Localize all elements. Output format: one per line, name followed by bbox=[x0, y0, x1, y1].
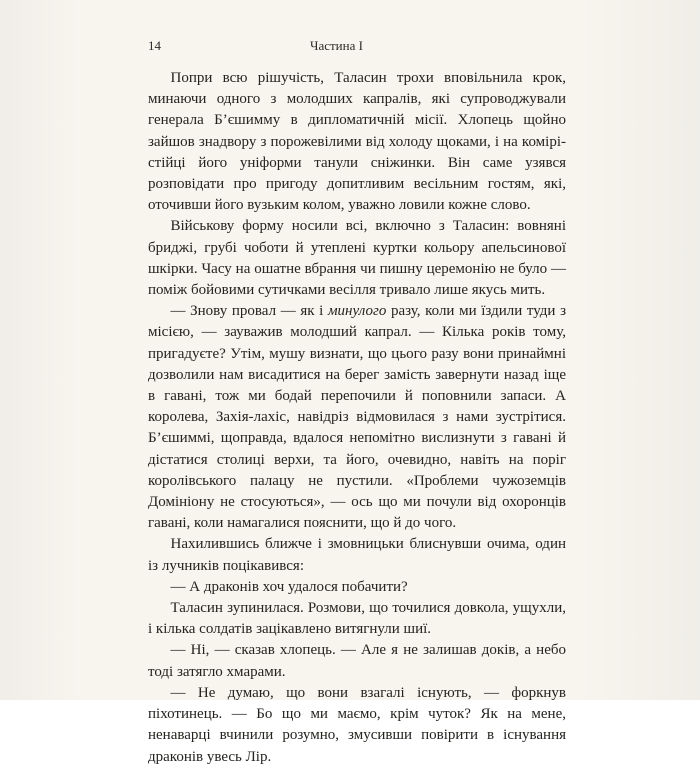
paragraph-text: — Знову провал — як і bbox=[170, 303, 328, 320]
paragraph bbox=[148, 534, 566, 576]
page-edge-shadow bbox=[580, 0, 700, 700]
dialogue-line bbox=[148, 683, 566, 768]
page-header bbox=[148, 38, 568, 58]
page-number: 14 bbox=[148, 38, 161, 53]
body-text bbox=[148, 68, 566, 768]
running-head: Частина І bbox=[310, 38, 363, 53]
paragraph-text: Нахилившись ближче і змовницьки блиснувши очима, один із лучників поцікавився: bbox=[148, 536, 566, 574]
paragraph-text: — Не думаю, що вони взагалі існують, — форкнув піхотинець. — Бо що ми маємо, крім чуток? Як на мене, ненаварці вчинили розумно, змусивши повірити в існування драконів увесь Лір. bbox=[148, 684, 566, 765]
paragraph bbox=[148, 216, 566, 301]
dialogue-line bbox=[148, 640, 566, 682]
paragraph-text: разу, коли ми їздили туди з місією, — зауважив молодший капрал. — Кілька років тому, пригадуєте? Утім, мушу визнати, що цього разу вони принаймні дозволили нам висадитися на берег замість завернути назад іще в гавані, тож ми бодай перепочили й поповнили запаси. А королева, Захія-лахіс, навідріз відмовилася з нами зустрітися. Б’єшиммі, щоправда, вдалося непомітно вислизнути з гавані й дістатися столиці верхи, та його, очевидно, навіть на поріг королівського палацу не пустили. «Проблеми чужоземців Домініону не стосуються», — ось що ми почули від охоронців гавані, коли намагалися пояснити, що й до чого. bbox=[148, 303, 567, 532]
paragraph-text: Військову форму носили всі, включно з Таласин: вовняні бриджі, грубі чоботи й утеплені куртки кольору апельсинової шкірки. Часу на ошатне вбрання чи пишну церемонію не було — поміж бойовими сутичками весілля тривало лише якусь мить. bbox=[148, 218, 566, 299]
page-gutter-shadow bbox=[0, 0, 80, 700]
paragraph-text: — Ні, — сказав хлопець. — Але я не залишав доків, а небо тоді затягло хмарами. bbox=[148, 642, 566, 680]
paragraph-text: Таласин зупинилася. Розмови, що точилися довкола, ущухли, і кілька солдатів зацікавлено витягнули шиї. bbox=[148, 600, 566, 638]
paragraph bbox=[148, 301, 566, 534]
paragraph bbox=[148, 68, 566, 216]
emphasized-word: минулого bbox=[327, 303, 387, 320]
paragraph bbox=[148, 598, 566, 640]
dialogue-line bbox=[148, 577, 566, 598]
paragraph-text: — А драконів хоч удалося побачити? bbox=[170, 578, 408, 595]
paragraph-text: Попри всю рішучість, Таласин трохи вповільнила крок, минаючи одного з молодших капралів, які супроводжували генерала Б’єшимму в дипломатичній місії. Хлопець щойно зайшов знадвору з порожевілими від холоду щоками, і на комірі-стійці його уніформи танули сніжинки. Він саме узявся розповідати про пригоду допитливим весільним гостям, які, оточивши його вузьким колом, уважно ловили кожне слово. bbox=[148, 70, 566, 214]
